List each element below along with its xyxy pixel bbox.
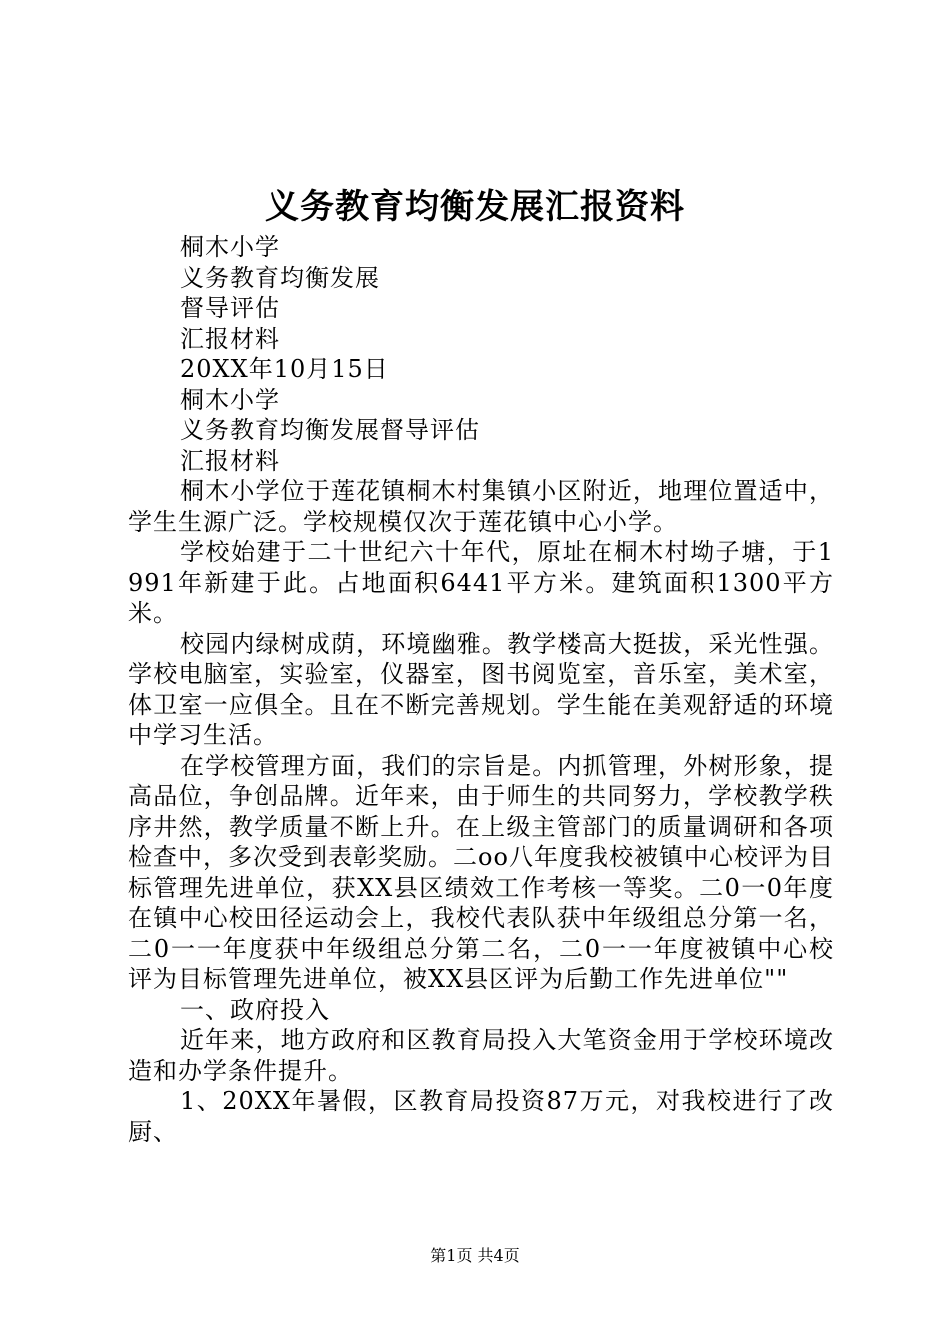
paragraph: 1、20XX年暑假，区教育局投资87万元，对我校进行了改厨、 — [128, 1087, 834, 1146]
document-title: 义务教育均衡发展汇报资料 — [265, 187, 685, 227]
header-line: 桐木小学 — [180, 233, 280, 261]
header-line: 汇报材料 — [180, 446, 280, 475]
header-line: 义务教育均衡发展 — [180, 263, 380, 292]
paragraph: 在学校管理方面，我们的宗旨是。内抓管理，外树形象，提高品位，争创品牌。近年来，由于师生的共同努力，学校教学秩序井然，教学质量不断上升。在上级主管部门的质量调研和各项检查中，多次受到表彰奖励。二oo八年度我校被镇中心校评为目标管理先进单位，获XX县区绩效工作考核一等奖。二0一0年度在镇中心校田径运动会上，我校代表队获中年级组总分第一名，二0一一年度获中年级组总分第二名，二0一一年度被镇中心校评为目标管理先进单位，被XX县区评为后勤工作先进单位"" — [128, 751, 834, 993]
paragraph: 桐木小学位于莲花镇桐木村集镇小区附近，地理位置适中，学生生源广泛。学校规模仅次于莲花镇中心小学。 — [128, 477, 834, 536]
paragraph: 近年来，地方政府和区教育局投入大笔资金用于学校环境改造和办学条件提升。 — [128, 1026, 834, 1085]
paragraph: 学校始建于二十世纪六十年代，原址在桐木村坳子塘，于1991年新建于此。占地面积6441平方米。建筑面积1300平方米。 — [128, 538, 834, 627]
header-line: 督导评估 — [180, 294, 280, 322]
document-body — [128, 232, 834, 1147]
section-heading: 一、政府投入 — [180, 995, 330, 1024]
header-line: 义务教育均衡发展督导评估 — [180, 416, 480, 444]
page-number-footer: 第1页 共4页 — [430, 1246, 520, 1265]
paragraph: 校园内绿树成荫，环境幽雅。教学楼高大挺拔，采光性强。学校电脑室，实验室，仪器室，图书阅览室，音乐室，美术室，体卫室一应俱全。且在不断完善规划。学生能在美观舒适的环境中学习生活。 — [128, 629, 834, 749]
header-date: 20XX年10月15日 — [180, 355, 389, 383]
header-line: 汇报材料 — [180, 324, 280, 353]
header-line: 桐木小学 — [180, 385, 280, 414]
